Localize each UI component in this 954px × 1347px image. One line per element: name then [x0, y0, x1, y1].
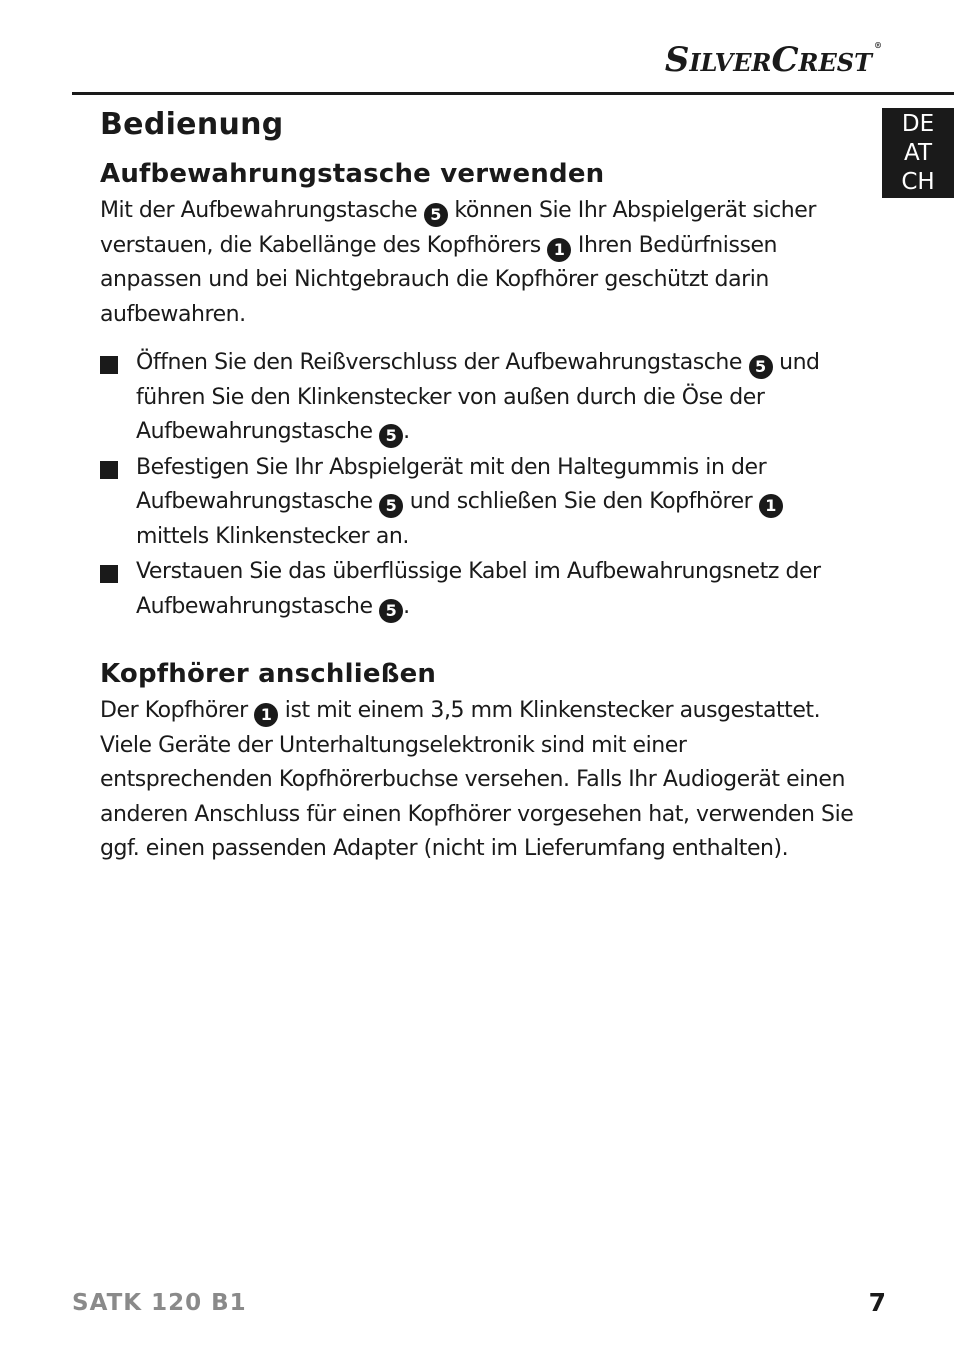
list-item [100, 346, 860, 450]
part-number-badge: 5 [379, 494, 403, 518]
brand-logo [665, 40, 882, 80]
lang-de: DE [901, 111, 935, 137]
bullet-text: und schließen Sie den Kopfhörer [403, 489, 759, 514]
registered-mark: ® [874, 40, 882, 50]
section-title: Bedienung [100, 107, 284, 142]
paragraph-text-1: Der Kopfhörer [100, 698, 255, 723]
paragraph-text-2: ist mit einem 3,5 mm Klinkenstecker ausgestattet. Viele Geräte der Unterhaltungselektronik sind mit einer entsprechenden Kopfhörerbuchse versehen. Falls Ihr Audiogerät einen anderen Anschluss für einen Kopfhörer vorgesehen hat, verwenden Sie ggf. einen passenden Adapter (nicht im Lieferumfang enthalten). [100, 698, 854, 861]
lang-ch: CH [901, 169, 935, 195]
language-tab [882, 108, 954, 198]
list-item [100, 451, 860, 555]
bullet-text: Öffnen Sie den Reißverschluss der Aufbewahrungstasche [136, 350, 749, 375]
intro-text-2: können Sie Ihr Abspielgerät sicher verstauen, die Kabellänge des Kopfhörers [100, 198, 816, 258]
part-number-badge: 1 [254, 703, 278, 727]
headphones-paragraph [100, 694, 860, 867]
part-number-badge: 1 [547, 238, 571, 262]
subsection-title-storage-bag: Aufbewahrungstasche verwenden [100, 159, 605, 189]
bullet-square-icon [100, 356, 118, 374]
bullet-square-icon [100, 461, 118, 479]
bullet-text: und führen Sie den Klinkenstecker von außen durch die Öse der Aufbewahrungstasche [136, 350, 820, 444]
bullet-text: . [403, 593, 410, 619]
header-rule [72, 92, 954, 95]
part-number-badge: 1 [759, 494, 783, 518]
part-number-badge: 5 [424, 203, 448, 227]
instruction-list [100, 346, 860, 624]
intro-text-3: Ihren Bedürfnissen anpassen und bei Nichtgebrauch die Kopfhörer geschützt darin aufbewahren. [100, 232, 778, 327]
part-number-badge: 5 [379, 424, 403, 448]
list-item [100, 555, 860, 624]
subsection-title-headphones: Kopfhörer anschließen [100, 659, 437, 689]
part-number-badge: 5 [379, 599, 403, 623]
storage-bag-intro [100, 194, 860, 332]
intro-text-1: Mit der Aufbewahrungstasche [100, 198, 424, 223]
brand-name: SilverCrest [664, 40, 872, 80]
bullet-text: Befestigen Sie Ihr Abspielgerät mit den Haltegummis in der Aufbewahrungstasche [136, 454, 767, 514]
bullet-text: Verstauen Sie das überflüssige Kabel im Aufbewahrungsnetz der Aufbewahrungstasche [136, 559, 821, 619]
part-number-badge: 5 [749, 355, 773, 379]
bullet-text: mittels Klinkenstecker an. [136, 523, 409, 549]
lang-at: AT [904, 140, 932, 166]
page-number: 7 [868, 1288, 886, 1317]
model-number: SATK 120 B1 [72, 1290, 247, 1316]
page-content [100, 100, 860, 867]
bullet-square-icon [100, 565, 118, 583]
bullet-text: . [403, 419, 410, 444]
